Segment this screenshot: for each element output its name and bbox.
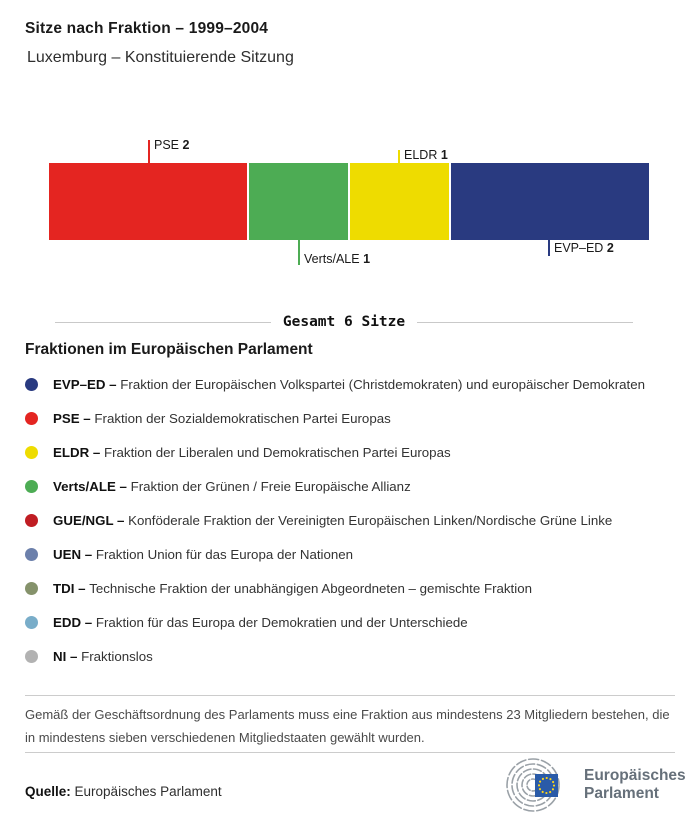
footnote-rule-top: [25, 695, 675, 696]
callout-tick-ELDR: [398, 150, 400, 163]
logo-line2: Parlament: [584, 785, 659, 802]
divider-line-left: [55, 322, 271, 323]
legend-text: EDD – Fraktion für das Europa der Demokratien und der Unterschiede: [53, 614, 468, 630]
callout-label-ELDR: ELDR 1: [404, 148, 448, 162]
legend-item-UEN: [25, 537, 689, 571]
legend-item-TDI: [25, 571, 689, 605]
legend-text: PSE – Fraktion der Sozialdemokratischen Partei Europas: [53, 410, 391, 426]
legend-text: EVP–ED – Fraktion der Europäischen Volkspartei (Christdemokraten) und europäischer Demokraten: [53, 376, 646, 392]
legend-dot-EVP–ED: [25, 378, 38, 391]
logo-line1: Europäisches: [584, 766, 686, 784]
page-title: Sitze nach Fraktion – 1999–2004: [25, 20, 269, 37]
legend-item-EVP–ED: [25, 367, 689, 401]
parliament-hemicycle-icon: [503, 757, 577, 813]
callout-tick-PSE: [148, 140, 150, 163]
legend-dot-ELDR: [25, 446, 38, 459]
source-value: Europäisches Parlament: [74, 784, 222, 799]
legend-dot-NI: [25, 650, 38, 663]
legend-text: Verts/ALE – Fraktion der Grünen / Freie Europäische Allianz: [53, 478, 411, 494]
seat-bar: [49, 163, 649, 240]
legend-item-NI: [25, 639, 689, 673]
callout-label-Verts/ALE: Verts/ALE 1: [304, 252, 371, 266]
legend-dot-Verts/ALE: [25, 480, 38, 493]
source-label: Quelle:: [25, 784, 71, 799]
legend-dot-UEN: [25, 548, 38, 561]
legend-text: TDI – Technische Fraktion der unabhängigen Abgeordneten – gemischte Fraktion: [53, 580, 532, 596]
callout-label-EVP–ED: EVP–ED 2: [554, 241, 614, 255]
legend-dot-EDD: [25, 616, 38, 629]
bar-segment-Verts/ALE: [249, 163, 348, 240]
legend-dot-TDI: [25, 582, 38, 595]
legend-dot-GUE/NGL: [25, 514, 38, 527]
total-seats-divider: [55, 314, 633, 330]
page-subtitle: Luxemburg – Konstituierende Sitzung: [27, 49, 294, 66]
footnote-text: Gemäß der Geschäftsordnung des Parlaments muss eine Fraktion aus mindestens 23 Mitgliedern bestehen, die in mindestens sieben verschiedenen Mitgliedstaaten gewählt wurden.: [25, 707, 670, 745]
legend-section: [25, 341, 689, 673]
logo-wordmark: [584, 767, 686, 804]
legend-list: [25, 367, 689, 673]
legend-item-PSE: [25, 401, 689, 435]
divider-line-right: [417, 322, 633, 323]
bar-segment-PSE: [49, 163, 247, 240]
legend-dot-PSE: [25, 412, 38, 425]
legend-text: GUE/NGL – Konföderale Fraktion der Vereinigten Europäischen Linken/Nordische Grüne Linke: [53, 512, 613, 528]
callout-tick-Verts/ALE: [298, 240, 300, 265]
legend-item-Verts/ALE: [25, 469, 689, 503]
european-parliament-logo: [503, 757, 686, 813]
legend-text: ELDR – Fraktion der Liberalen und Demokratischen Partei Europas: [53, 444, 451, 460]
legend-heading: Fraktionen im Europäischen Parlament: [25, 341, 313, 358]
total-seats-label: Gesamt 6 Sitze: [282, 314, 406, 330]
legend-item-GUE/NGL: [25, 503, 689, 537]
legend-text: NI – Fraktionslos: [53, 648, 153, 664]
seat-chart: [0, 135, 700, 270]
bar-segment-ELDR: [350, 163, 449, 240]
legend-item-ELDR: [25, 435, 689, 469]
callout-tick-EVP–ED: [548, 240, 550, 256]
footnote-rule-bottom: [25, 752, 675, 753]
legend-text: UEN – Fraktion Union für das Europa der Nationen: [53, 546, 354, 562]
source-line: [25, 784, 222, 799]
bar-segment-EVP–ED: [451, 163, 649, 240]
callout-label-PSE: PSE 2: [154, 138, 190, 152]
legend-item-EDD: [25, 605, 689, 639]
